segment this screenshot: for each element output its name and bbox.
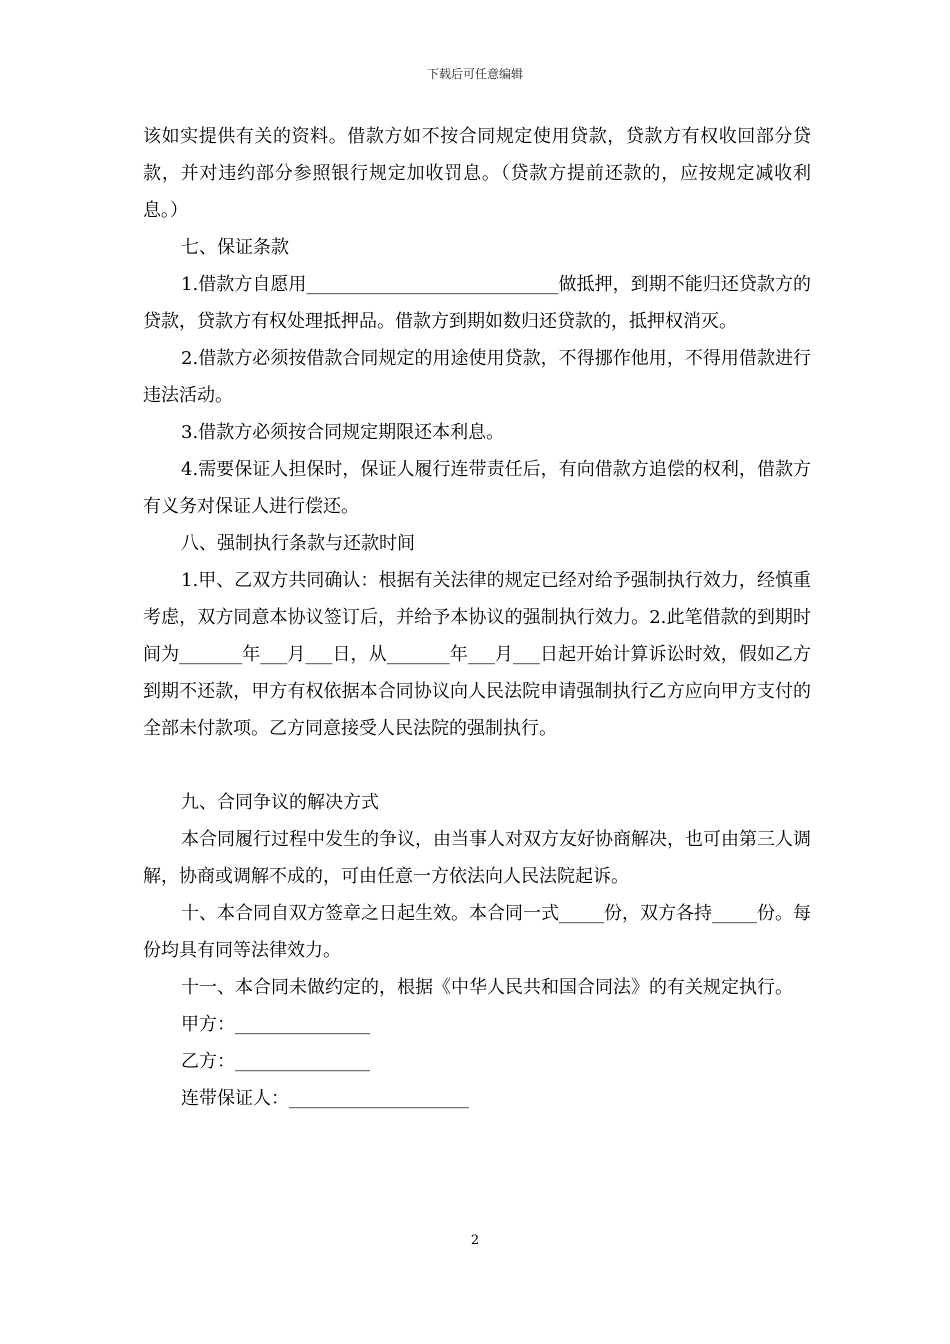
party-a-signature-line: 甲方：_______________ [181,1014,370,1035]
section-7-item-3: 3.借款方必须按合同规定期限还本利息。 [181,422,505,443]
section-7-heading: 七、保证条款 [181,237,289,258]
paragraph-gap [143,747,811,784]
party-b-signature-line: 乙方：_______________ [181,1051,370,1072]
section-10-text: 十、本合同自双方签章之日起生效。本合同一式_____份，双方各持_____份。每份均具有同等法律效力。 [143,903,811,961]
guarantor-signature-line: 连带保证人：____________________ [181,1088,469,1109]
section-9-text: 本合同履行过程中发生的争议，由当事人对双方友好协商解决，也可由第三人调解，协商或调解不成的，可由任意一方依法向人民法院起诉。 [143,829,811,887]
document-body [143,118,811,1117]
section-7-item-1: 1.借款方自愿用____________________________做抵押，到期不能归还贷款方的贷款，贷款方有权处理抵押品。借款方到期如数归还贷款的，抵押权消灭。 [143,274,811,332]
page-number: 2 [470,1233,480,1248]
section-8-item-1: 1.甲、乙双方共同确认：根据有关法律的规定已经对给予强制执行效力，经慎重考虑，双方同意本协议签订后，并给予本协议的强制执行效力。2.此笔借款的到期时间为_______年___月___日，从_______年___月___日起开始计算诉讼时效，假如乙方到期不还款，甲方有权依据本合同协议向人民法院申请强制执行乙方应向甲方支付的全部未付款项。乙方同意接受人民法院的强制执行。 [143,570,811,739]
section-7-item-4: 4.需要保证人担保时，保证人履行连带责任后，有向借款方追偿的权利，借款方有义务对保证人进行偿还。 [143,459,811,517]
section-11-text: 十一、本合同未做约定的，根据《中华人民共和国合同法》的有关规定执行。 [181,977,793,998]
page-header: 下载后可任意编辑 [426,67,523,81]
section-8-heading: 八、强制执行条款与还款时间 [181,533,415,554]
section-7-item-2: 2.借款方必须按借款合同规定的用途使用贷款，不得挪作他用，不得用借款进行违法活动。 [143,348,811,406]
continuation-paragraph: 该如实提供有关的资料。借款方如不按合同规定使用贷款，贷款方有权收回部分贷款，并对违约部分参照银行规定加收罚息。（贷款方提前还款的，应按规定减收利息。） [143,126,811,221]
section-9-heading: 九、合同争议的解决方式 [181,792,379,813]
